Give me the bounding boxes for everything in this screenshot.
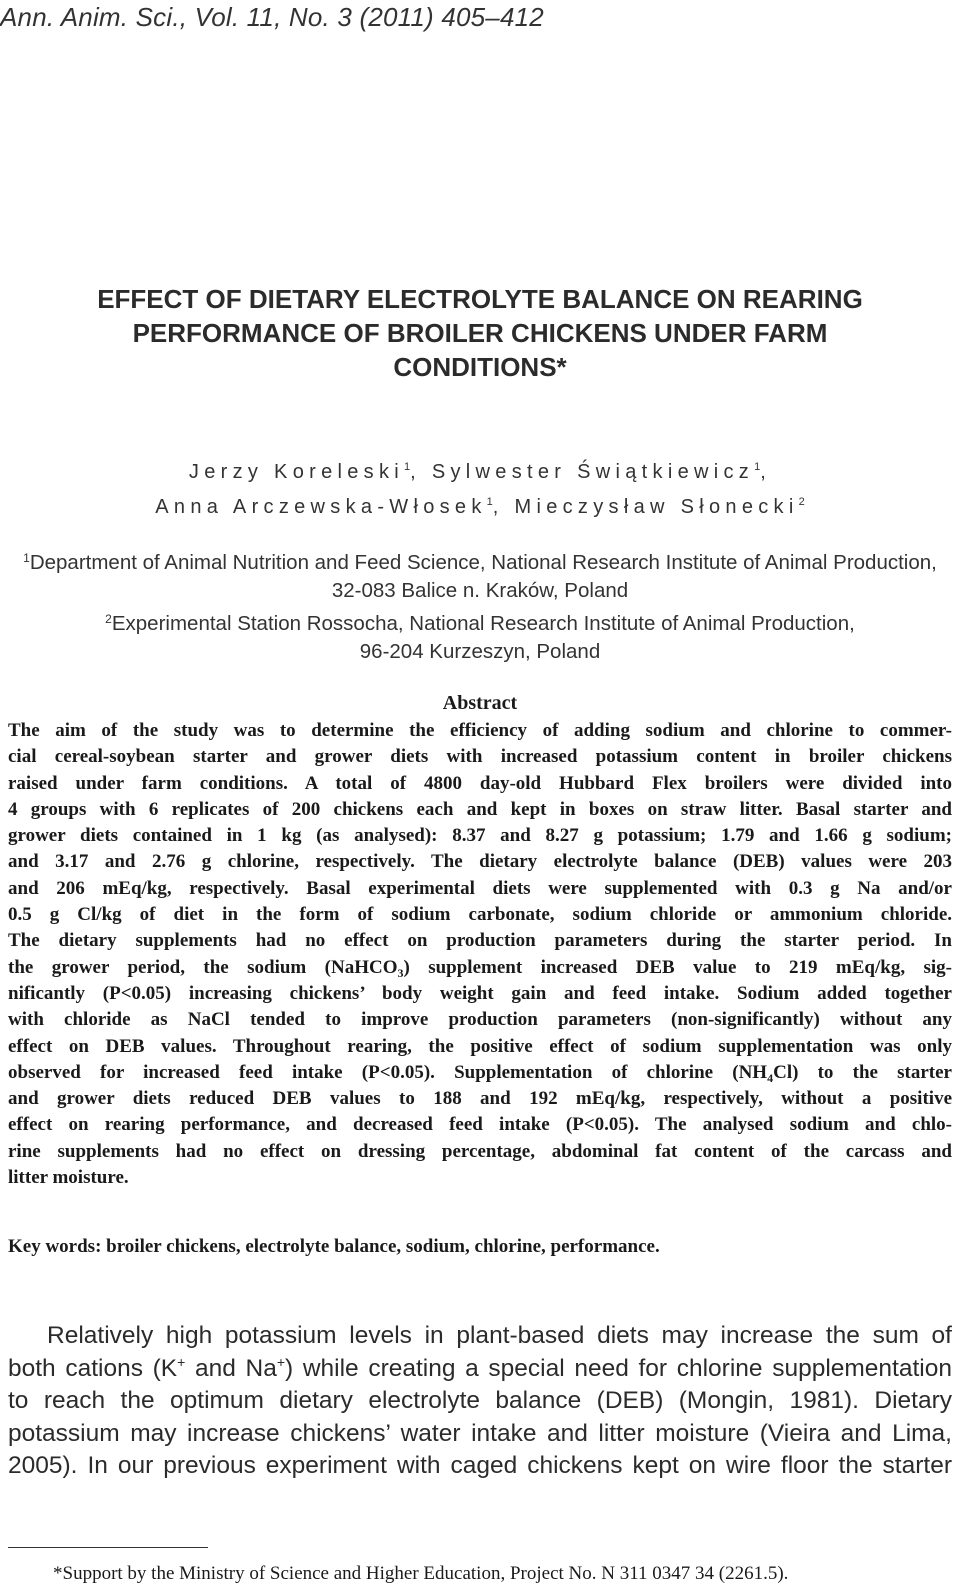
affiliation-marker: 2 bbox=[798, 496, 805, 508]
superscript: + bbox=[177, 1353, 186, 1370]
affiliation-marker: 1 bbox=[486, 496, 493, 508]
abstract-line: with chloride as NaCl tended to improve production parameters (non-significantly) without any bbox=[8, 1009, 952, 1031]
separator: , bbox=[760, 461, 772, 483]
abstract-line: effect on DEB values. Throughout rearing, the positive effect of sodium supplementation was only bbox=[8, 1035, 952, 1057]
affiliation-line: 96-204 Kurzeszyn, Poland bbox=[359, 640, 601, 663]
abstract-line: and 3.17 and 2.76 g chlorine, respectively. The dietary electrolyte balance (DEB) values were 203 bbox=[8, 851, 952, 873]
abstract-line: The dietary supplements had no effect on production parameters during the starter period. In bbox=[8, 930, 952, 952]
body-paragraph bbox=[8, 1320, 952, 1483]
subscript: 3 bbox=[397, 965, 404, 980]
affiliation-marker: 1 bbox=[754, 461, 761, 473]
abstract-line: grower diets contained in 1 kg (as analysed): 8.37 and 8.27 g potassium; 1.79 and 1.66 g sodium; bbox=[8, 825, 952, 847]
affiliation-marker: 1 bbox=[404, 461, 411, 473]
footnote-divider bbox=[8, 1547, 208, 1548]
title-line: EFFECT OF DIETARY ELECTROLYTE BALANCE ON REARING bbox=[97, 284, 863, 314]
body-line bbox=[8, 1353, 952, 1386]
author-line bbox=[0, 487, 960, 522]
author-name: Jerzy Koreleski bbox=[188, 461, 405, 483]
abstract-line: cial cereal-soybean starter and grower diets with increased potassium content in broiler chickens bbox=[8, 746, 952, 768]
text-run: ) supplement increased DEB value to 219 mEq/kg, sig- bbox=[403, 956, 952, 978]
abstract-line: 0.5 g Cl/kg of diet in the form of sodium carbonate, sodium chloride or ammonium chloride. bbox=[8, 904, 952, 926]
abstract-line: and grower diets reduced DEB values to 188 and 192 mEq/kg, respectively, without a positive bbox=[8, 1088, 952, 1110]
abstract-line: 4 groups with 6 replicates of 200 chickens each and kept in boxes on straw litter. Basal starter and bbox=[8, 798, 952, 820]
author-name: , Mieczysław Słonecki bbox=[492, 496, 799, 518]
abstract-heading: Abstract bbox=[442, 692, 518, 714]
affiliation-text: Department of Animal Nutrition and Feed Science, National Research Institute of Animal Production, bbox=[29, 551, 937, 574]
title-line: PERFORMANCE OF BROILER CHICKENS UNDER FARM bbox=[132, 318, 828, 348]
body-line: Relatively high potassium levels in plant-based diets may increase the sum of bbox=[47, 1322, 952, 1349]
subscript: 4 bbox=[767, 1070, 774, 1085]
affiliation-line bbox=[0, 605, 960, 638]
abstract-line: nificantly (P<0.05) increasing chickens’ body weight gain and feed intake. Sodium added together bbox=[8, 982, 952, 1004]
text-run: both cations (K bbox=[8, 1354, 178, 1382]
affiliation-text: Experimental Station Rossocha, National Research Institute of Animal Production, bbox=[111, 612, 855, 635]
text-run: ) while creating a special need for chlorine supplementation bbox=[285, 1354, 952, 1382]
author-line bbox=[0, 452, 960, 487]
keywords: Key words: broiler chickens, electrolyte balance, sodium, chlorine, performance. bbox=[8, 1236, 660, 1257]
affiliation-line bbox=[0, 544, 960, 577]
abstract-line: raised under farm conditions. A total of 4800 day-old Hubbard Flex broilers were divided into bbox=[8, 772, 952, 794]
abstract-line: litter moisture. bbox=[8, 1167, 129, 1189]
abstract-line: effect on rearing performance, and decreased feed intake (P<0.05). The analysed sodium and chlo- bbox=[8, 1114, 952, 1136]
abstract-line bbox=[8, 1060, 952, 1086]
body-line: to reach the optimum dietary electrolyte balance (DEB) (Mongin, 1981). Dietary bbox=[8, 1387, 952, 1415]
text-run: observed for increased feed intake (P<0.05). Supplementation of chlorine (NH bbox=[8, 1061, 768, 1083]
author-name: Anna Arczewska-Włosek bbox=[155, 496, 487, 518]
body-line: 2005). In our previous experiment with caged chickens kept on wire floor the starter bbox=[8, 1452, 952, 1480]
affiliation-line: 32-083 Balice n. Kraków, Poland bbox=[331, 579, 629, 602]
journal-citation: Ann. Anim. Sci., Vol. 11, No. 3 (2011) 405–412 bbox=[0, 2, 544, 32]
footnote: *Support by the Ministry of Science and Higher Education, Project No. N 311 0347 34 (2261.5). bbox=[53, 1563, 789, 1584]
author-name: , Sylwester Świątkiewicz bbox=[410, 461, 755, 483]
affiliation-marker: 2 bbox=[105, 612, 112, 626]
text-run: and Na bbox=[185, 1354, 277, 1382]
abstract-line bbox=[8, 955, 952, 981]
affiliation-marker: 1 bbox=[23, 551, 30, 565]
affiliations bbox=[0, 544, 960, 666]
author-list bbox=[0, 452, 960, 522]
superscript: + bbox=[276, 1353, 286, 1370]
abstract-line: rine supplements had no effect on dressing percentage, abdominal fat content of the carcass and bbox=[8, 1140, 952, 1162]
abstract-body bbox=[8, 718, 952, 1191]
text-run: Cl) to the starter bbox=[773, 1061, 952, 1083]
body-line: potassium may increase chickens’ water intake and litter moisture (Vieira and Lima, bbox=[8, 1419, 952, 1447]
paper-title bbox=[30, 282, 930, 384]
title-line: CONDITIONS* bbox=[393, 352, 567, 382]
abstract-line: and 206 mEq/kg, respectively. Basal experimental diets were supplemented with 0.3 g Na and/or bbox=[8, 877, 952, 899]
abstract-line: The aim of the study was to determine the efficiency of adding sodium and chlorine to commer- bbox=[8, 720, 952, 741]
text-run: the grower period, the sodium (NaHCO bbox=[8, 956, 398, 978]
